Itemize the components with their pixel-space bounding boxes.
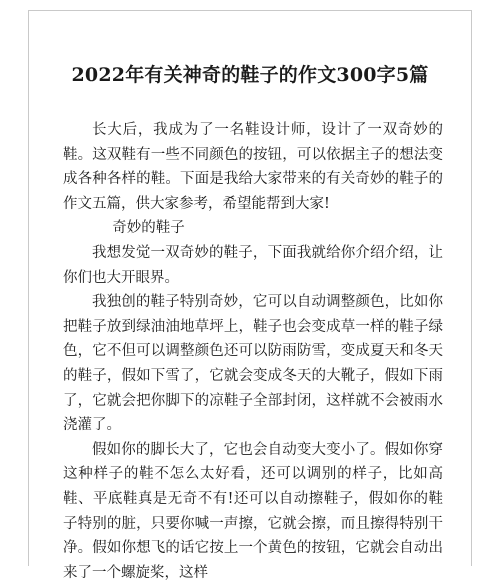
section-heading: 奇妙的鞋子 — [112, 220, 185, 237]
document-title: 2022年有关神奇的鞋子的作文300字5篇 — [71, 64, 429, 86]
paragraph-intro: 长大后，我成为了一名鞋设计师，设计了一双奇妙的鞋。这双鞋有一些不同颜色的按钮，可以依据主子的想法变成各种各样的鞋。下面是我给大家带来的有关奇妙的鞋子的作文五篇，供大家参考，希望能帮到大家! — [63, 122, 443, 212]
paragraph: 假如你的脚长大了，它也会自动变大变小了。假如你穿这种样子的鞋不怎么太好看，还可以调别的样子，比如高鞋、平底鞋真是无奇不有!还可以自动擦鞋子，假如你的鞋子特别的脏，只要你喊一声擦，它就会擦，而且擦得特别干净。假如你想飞的话它按上一个黄色的按钮，它就会自动出来了一个螺旋桨，这样 — [63, 441, 443, 581]
page-border-left — [28, 10, 29, 566]
page-border-top — [28, 10, 472, 11]
paragraph: 我独创的鞋子特别奇妙，它可以自动调整颜色，比如你把鞋子放到绿油油地草坪上，鞋子也会变成草一样的鞋子绿色，它不但可以调整颜色还可以防雨防雪，变成夏天和冬天的鞋子，假如下雪了，它就会变成冬天的大靴子，假如下雨了，它就会把你脚下的凉鞋子全部封闭，这样就不会被雨水浇灌了。 — [63, 294, 443, 434]
paragraph: 我想发觉一双奇妙的鞋子，下面我就给你介绍介绍，让你们也大开眼界。 — [63, 244, 443, 286]
document-body — [63, 118, 443, 585]
page-border-right — [471, 10, 472, 566]
